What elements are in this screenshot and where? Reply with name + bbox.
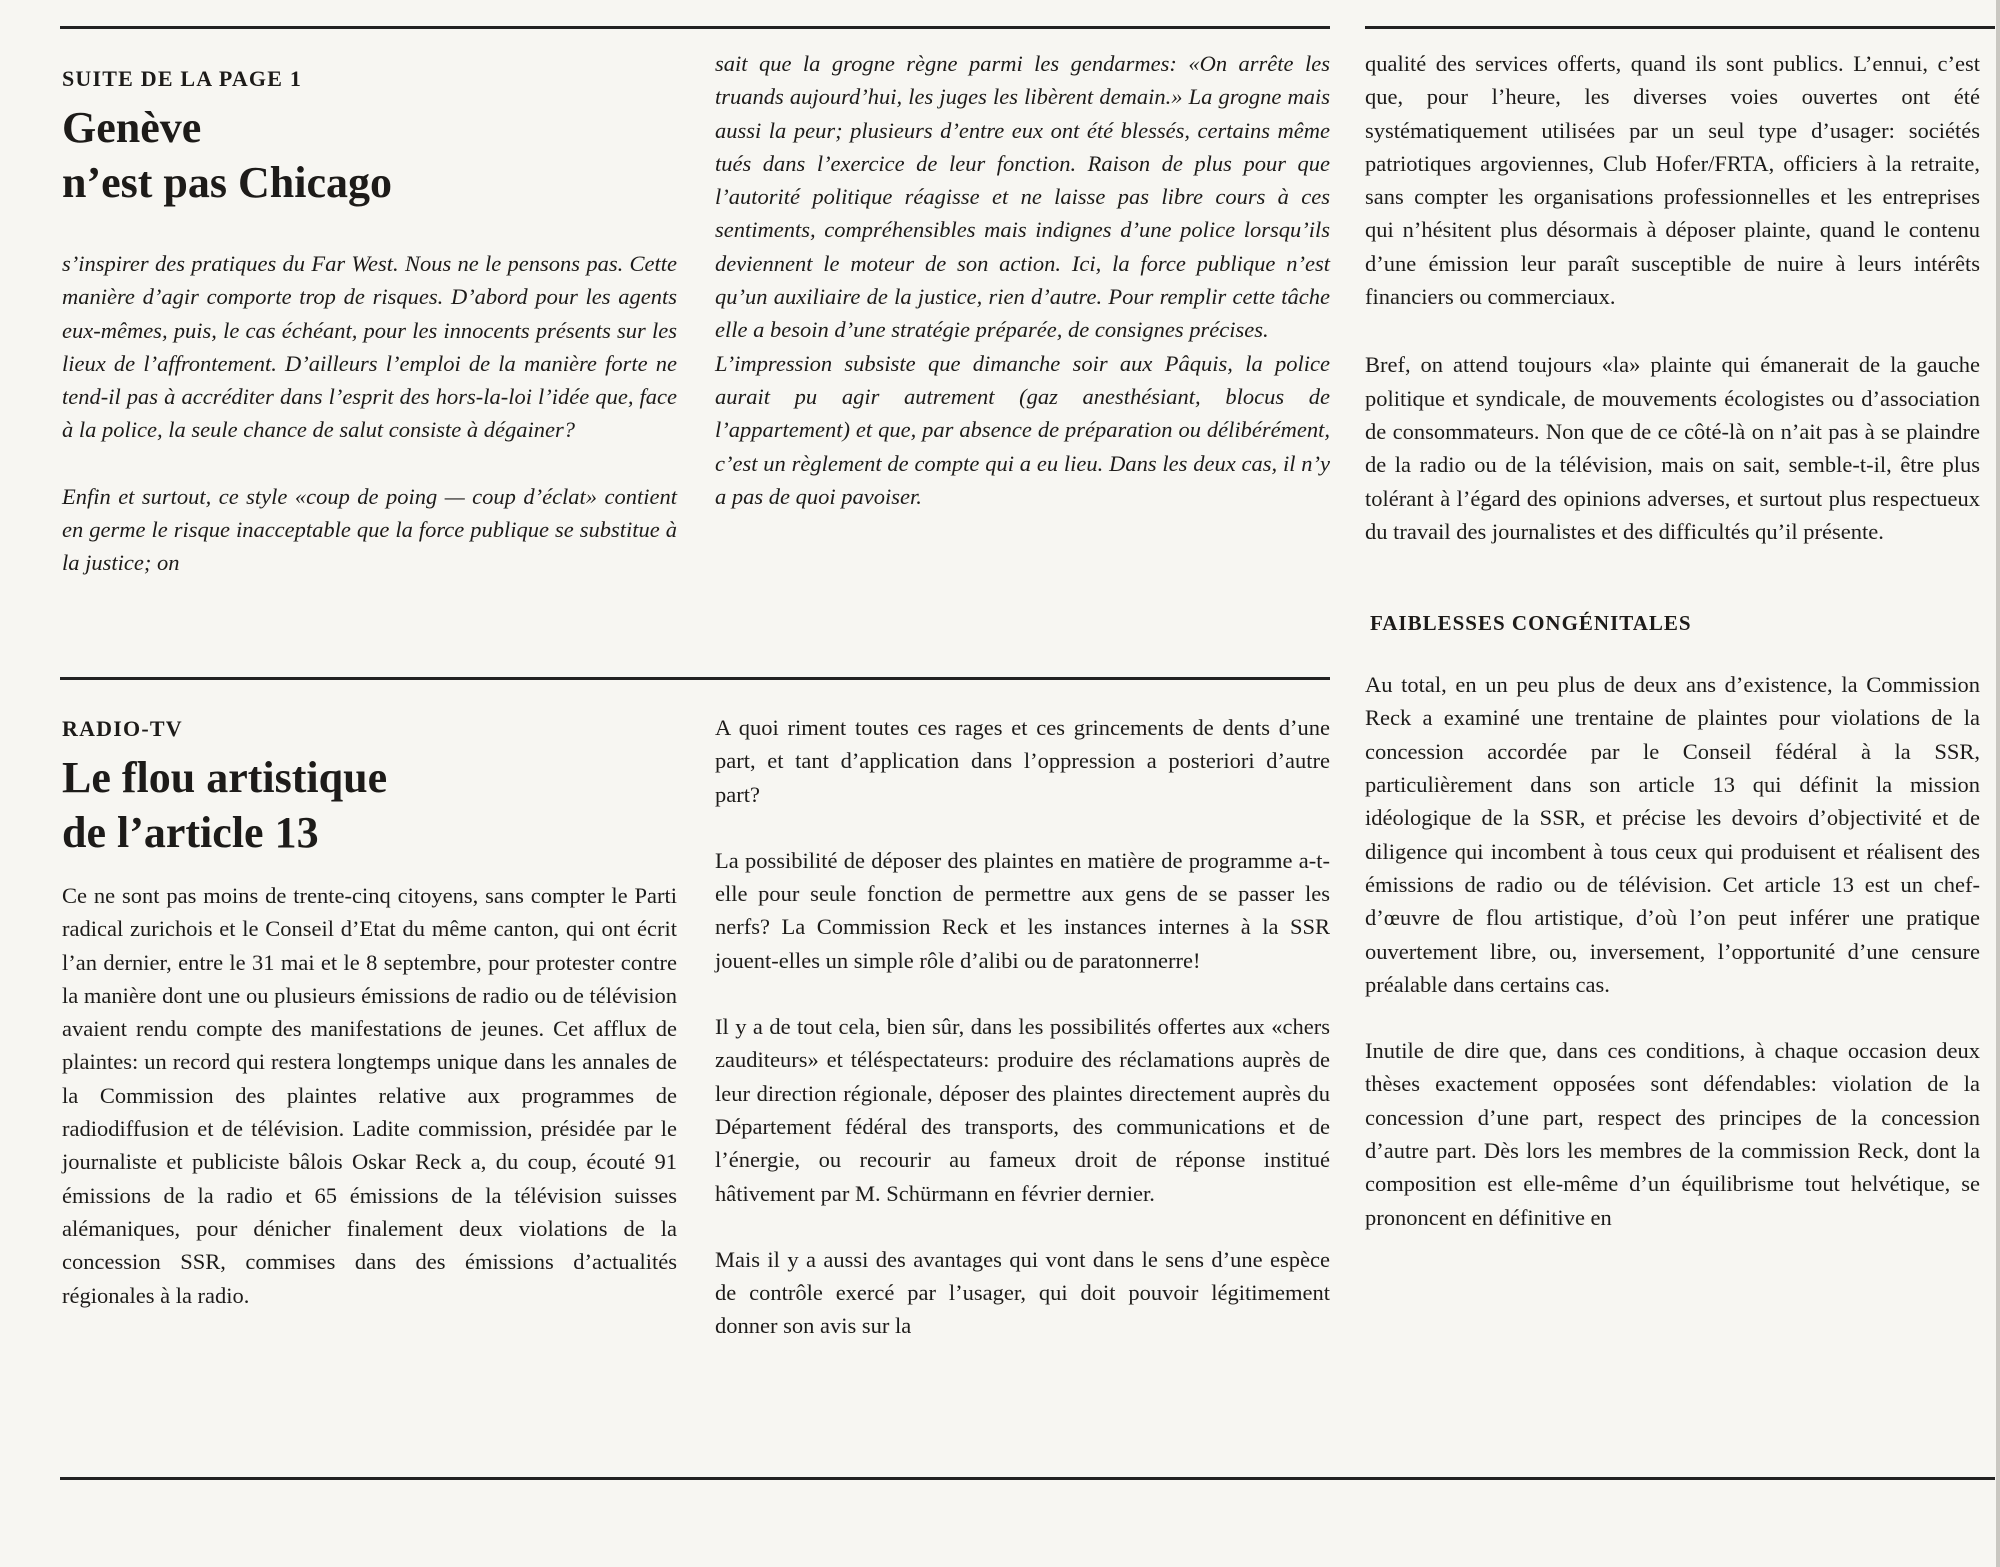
bottom-col2-paragraph-4: Mais il y a aussi des avantages qui vont dans le sens d’une espèce de contrôle exercé par l’usager, qui doit pouvoir légitimement donner son avis sur la (715, 1246, 1330, 1339)
top-article-column-1 (62, 247, 677, 580)
bottom-headline-line1: Le flou artistique (62, 753, 388, 802)
bottom-article-heading (62, 714, 682, 860)
top-right-rule (1365, 26, 1995, 29)
bottom-col2-paragraph-2: La possibilité de déposer des plaintes en matière de programme a-t-elle pour seule fonction de permettre aux gens de se passer les nerfs? La Commission Reck et les instances internes à la SSR jouent-elles un simple rôle d’alibi ou de paratonnerre! (715, 847, 1330, 973)
top-article-heading (62, 64, 682, 210)
top-headline-line1: Genève (62, 103, 202, 152)
top-col2-paragraph-1: sait que la grogne règne parmi les gendarmes: «On arrête les truands aujourd’hui, les juges les libèrent demain.» La grogne mais aussi la peur; plusieurs d’entre eux ont été blessés, certains même tués dans l’exercice de leur fonction. Raison de plus pour que l’autorité politique réagisse et ne laisse pas libre cours à ces sentiments, compréhensibles mais indignes d’une police lorsqu’ils deviennent le moteur de son action. Ici, la force publique n’est qu’un auxiliaire de la justice, rien d’autre. Pour remplir cette tâche elle a besoin d’une stratégie préparée, de consignes précises. (715, 51, 1330, 343)
page-edge-shadow (1996, 0, 2000, 1567)
top-col2-paragraph-2: L’impression subsiste que dimanche soir aux Pâquis, la police aurait pu agir autrement (gaz anesthésiant, blocus de l’appartement) et que, par absence de préparation ou délibérément, c’est un règlement de compte qui a eu lieu. Dans les deux cas, il n’y a pas de quoi pavoiser. (715, 350, 1330, 509)
bottom-headline-line2: de l’article 13 (62, 808, 319, 857)
top-col1-paragraph-1: s’inspirer des pratiques du Far West. Nous ne le pensons pas. Cette manière d’agir comporte trop de risques. D’abord pour les agents eux-mêmes, puis, le cas échéant, pour les innocents présents sur les lieux de l’affrontement. D’ailleurs l’emploi de la manière forte ne tend-il pas à accréditer dans l’esprit des hors-la-loi l’idée que, face à la police, la seule chance de salut consiste à dégainer? (62, 251, 677, 443)
right-column (1365, 47, 1980, 1234)
bottom-rule (60, 1477, 1995, 1480)
top-left-rule (60, 26, 1330, 29)
top-col1-paragraph-2: Enfin et surtout, ce style «coup de poing — coup d’éclat» contient en germe le risque inacceptable que la force publique se substitue à la justice; on (62, 483, 677, 576)
right-paragraph-4: Inutile de dire que, dans ces conditions, à chaque occasion deux thèses exactement opposées sont défendables: violation de la concession d’une part, respect des principes de la concession d’autre part. Dès lors les membres de la commission Reck, dont la composition est elle-même d’un équilibrisme tout helvétique, se prononcent en définitive en (1365, 1038, 1980, 1230)
middle-rule (60, 677, 1330, 680)
right-paragraph-1: qualité des services offerts, quand ils sont publics. L’ennui, c’est que, pour l’heure, les diverses voies ouvertes ont été systématiquement utilisées par un seul type d’usager: sociétés patriotiques argoviennes, Club Hofer/FRTA, officiers à la retraite, sans compter les organisations professionnelles et les entreprises qui n’hésitent plus désormais à déposer plainte, quand le contenu d’une émission leur paraît susceptible de nuire à leurs intérêts financiers ou commerciaux. (1365, 51, 1980, 310)
right-subhead: FAIBLESSES CONGÉNITALES (1370, 611, 1692, 636)
right-paragraph-3: Au total, en un peu plus de deux ans d’existence, la Commission Reck a examiné une trentaine de plaintes pour violations de la concession accordée par le Conseil fédéral à la SSR, particulièrement dans son article 13 qui définit la mission idéologique de la SSR, et précise les devoirs d’objectivité et de diligence qui incombent à tous ceux qui produisent et réalisent des émissions de radio ou de télévision. Cet article 13 est un chef-d’œuvre de flou artistique, d’où l’on peut inférer une pratique ouvertement libre, ou, inversement, l’opportunité d’une censure préalable dans certains cas. (1365, 672, 1980, 997)
bottom-col1-paragraph-1: Ce ne sont pas moins de trente-cinq citoyens, sans compter le Parti radical zurichois et le Conseil d’Etat du même canton, qui ont écrit l’an dernier, entre le 31 mai et le 8 septembre, pour protester contre la manière dont une ou plusieurs émissions de radio ou de télévision avaient rendu compte des manifestations de jeunes. Cet afflux de plaintes: un record qui restera longtemps unique dans les annales de la Commission des plaintes relative aux programmes de radiodiffusion et de télévision. Ladite commission, présidée par le journaliste et publiciste bâlois Oskar Reck a, du coup, écouté 91 émissions de la radio et 65 émissions de la télévision suisses alémaniques, pour dénicher finalement deux violations de la concession SSR, commises dans des émissions d’actualités régionales à la radio. (62, 883, 677, 1308)
top-headline-line2: n’est pas Chicago (62, 158, 393, 207)
bottom-col2-paragraph-1: A quoi riment toutes ces rages et ces grincements de dents d’une part, et tant d’application dans l’oppression a posteriori d’autre part? (715, 715, 1330, 807)
bottom-col2-paragraph-3: Il y a de tout cela, bien sûr, dans les possibilités offertes aux «chers zauditeurs» et téléspectateurs: produire des réclamations auprès de leur direction régionale, déposer des plaintes directement auprès du Département fédéral des transports, des communications et de l’énergie, ou recourir au fameux droit de réponse institué hâtivement par M. Schürmann en février dernier. (715, 1014, 1330, 1206)
top-article-column-2 (715, 47, 1330, 513)
top-kicker: SUITE DE LA PAGE 1 (62, 66, 303, 91)
right-paragraph-2: Bref, on attend toujours «la» plainte qui émanerait de la gauche politique et syndicale, de mouvements écologistes ou d’association de consommateurs. Non que de ce côté-là on n’ait pas à se plaindre de la radio ou de la télévision, mais on sait, semble-t-il, être plus tolérant à l’égard des opinions adverses, et surtout plus respectueux du travail des journalistes et des difficultés qu’il présente. (1365, 352, 1980, 544)
bottom-kicker: RADIO-TV (62, 716, 183, 741)
bottom-article-column-2 (715, 711, 1330, 1343)
bottom-article-column-1 (62, 879, 677, 1312)
